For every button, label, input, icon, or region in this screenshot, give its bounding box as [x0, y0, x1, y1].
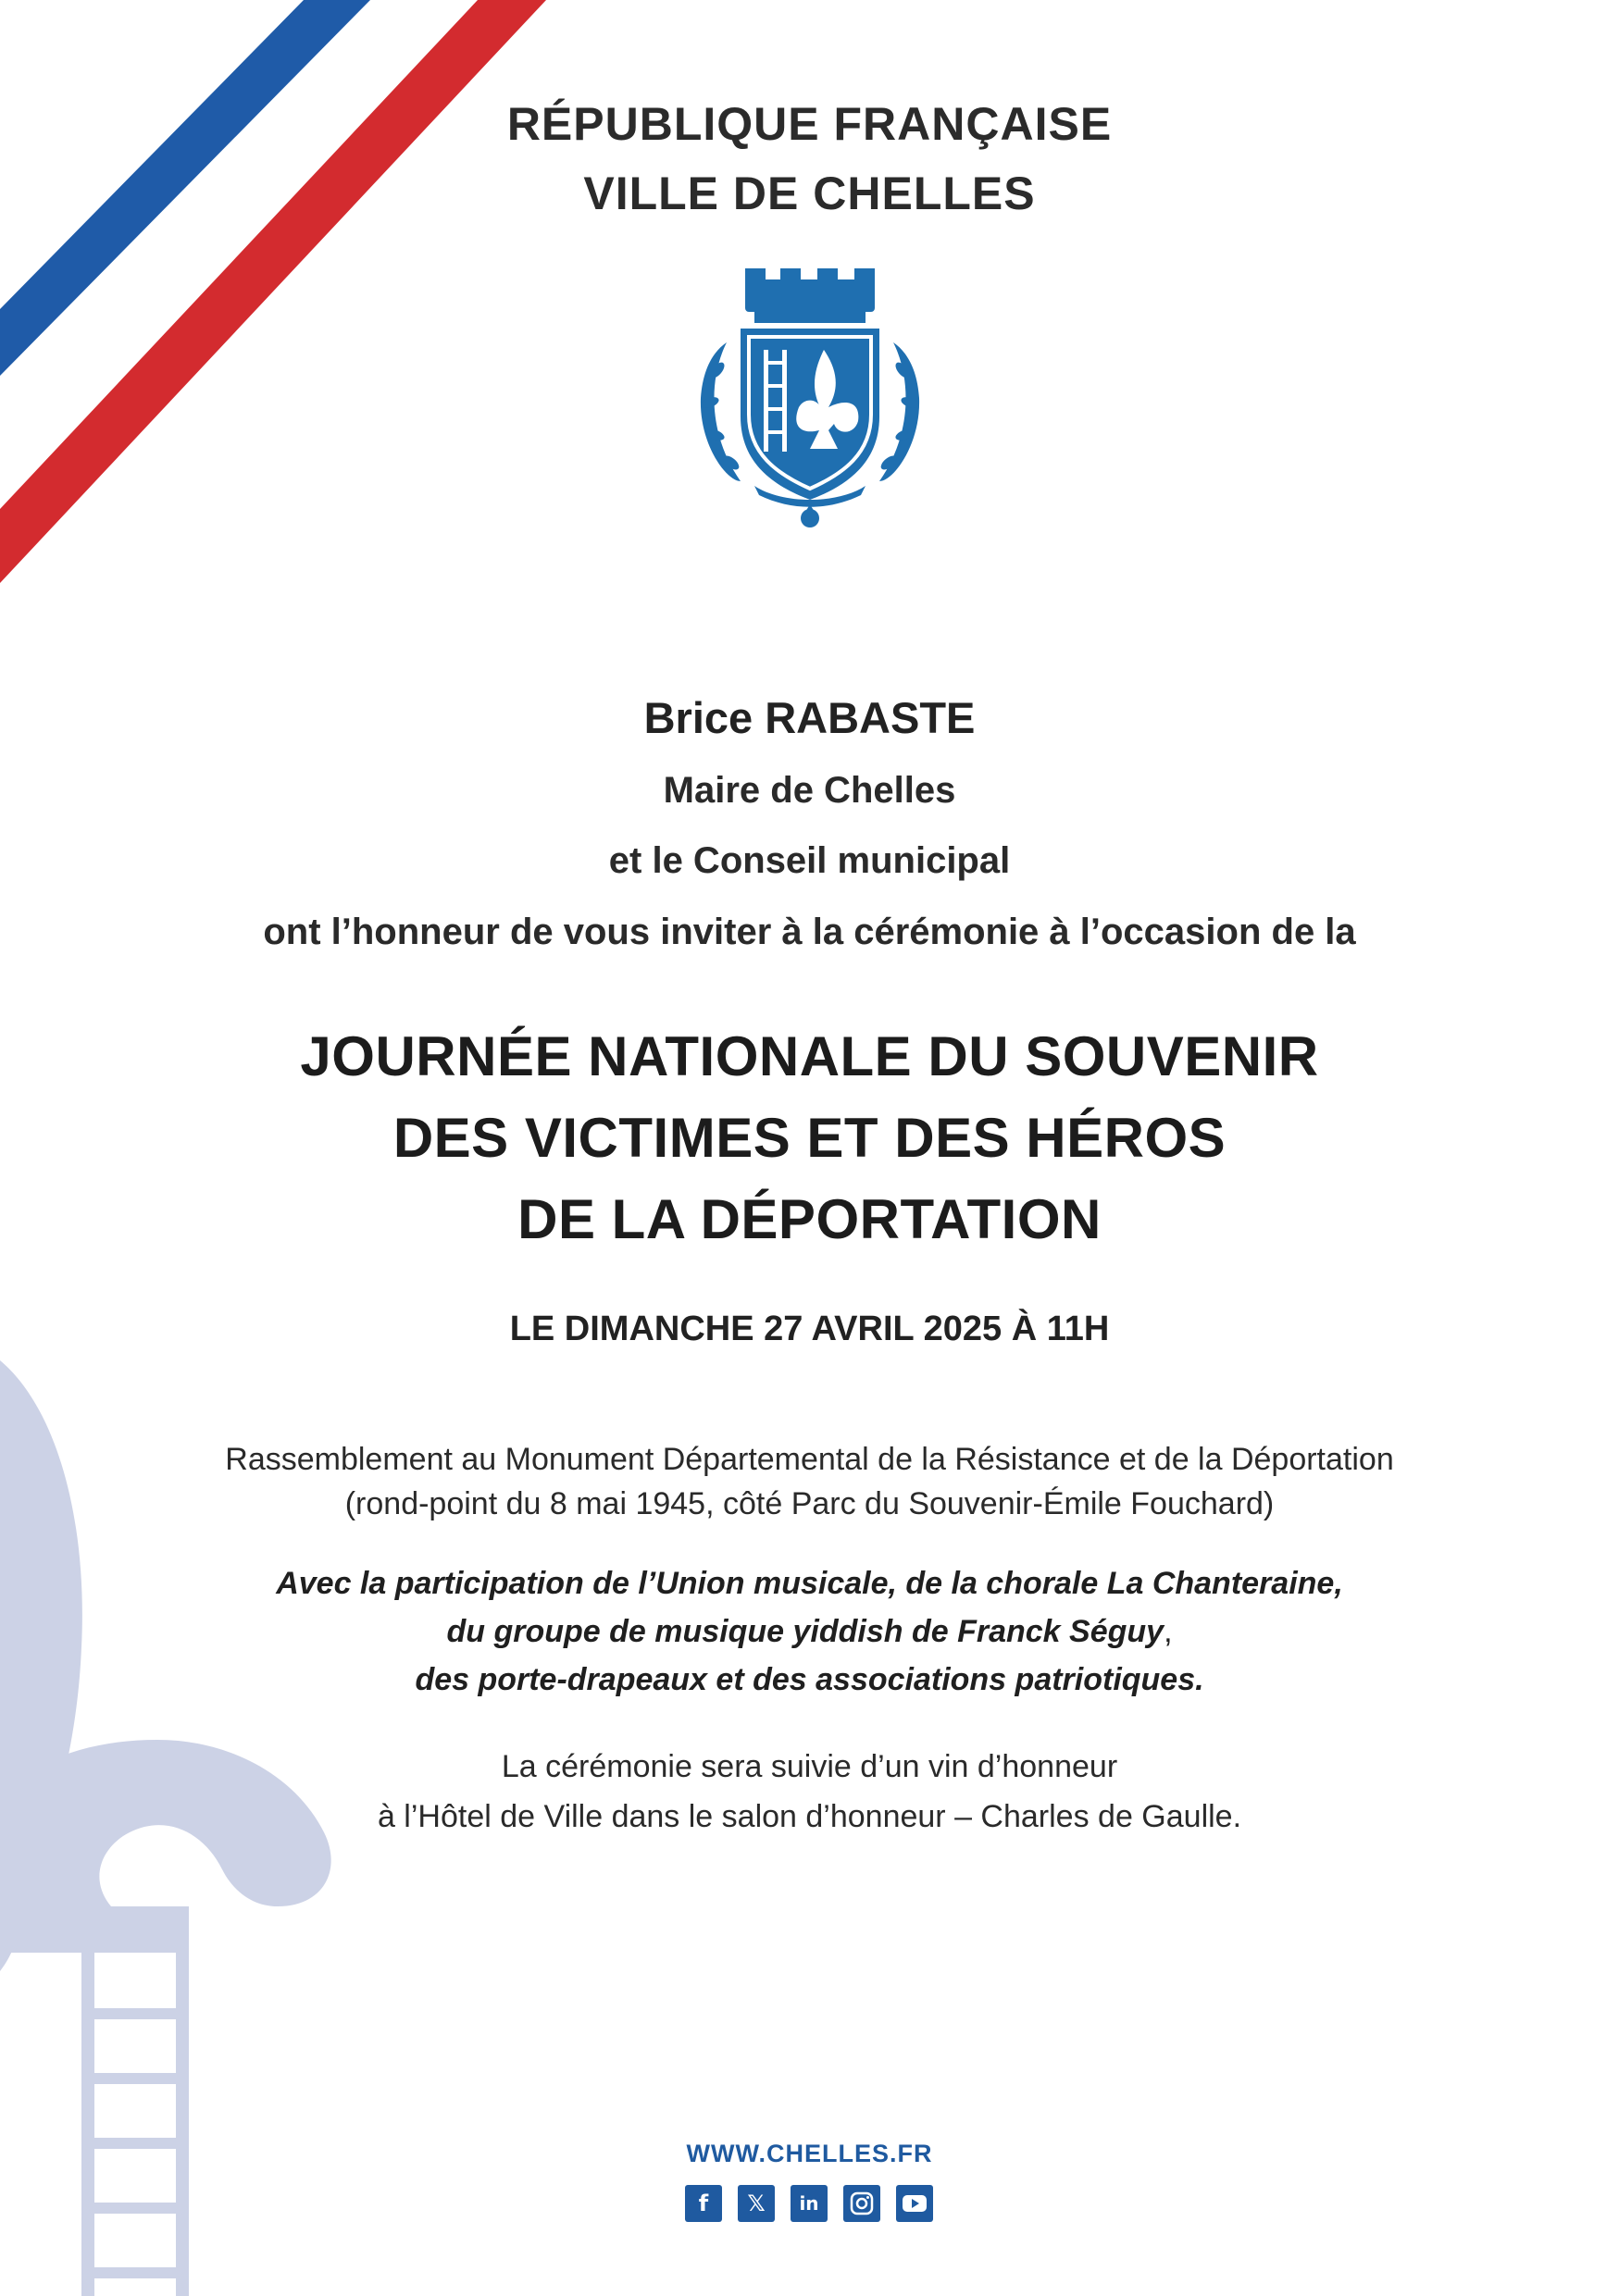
- event-title-line2: DES VICTIMES ET DES HÉROS: [392, 1107, 1227, 1169]
- event-date: LE DIMANCHE 27 AVRIL 2025 À 11H: [509, 1309, 1110, 1348]
- reception-line1: La cérémonie sera suivie d’un vin d’honneur: [501, 1749, 1118, 1784]
- participation-line2: du groupe de musique yiddish de Franck Séguy: [446, 1614, 1164, 1649]
- linkedin-icon[interactable]: in: [791, 2185, 828, 2222]
- x-icon[interactable]: 𝕏: [738, 2185, 775, 2222]
- reception-line2: à l’Hôtel de Ville dans le salon d’honneur – Charles de Gaulle.: [377, 1799, 1242, 1834]
- facebook-icon[interactable]: f: [685, 2185, 722, 2222]
- city-coat-of-arms-icon: [690, 268, 930, 537]
- youtube-glyph: [902, 2193, 928, 2214]
- participation-line3: des porte-drapeaux et des associations patriotiques.: [415, 1662, 1204, 1697]
- website-link[interactable]: WWW.CHELLES.FR: [686, 2140, 933, 2167]
- instagram-icon[interactable]: [843, 2185, 880, 2222]
- council-line: et le Conseil municipal: [608, 840, 1011, 881]
- youtube-icon[interactable]: [896, 2185, 933, 2222]
- location-line2: (rond-point du 8 mai 1945, côté Parc du Souvenir-Émile Fouchard): [344, 1486, 1275, 1521]
- participation-line1: Avec la participation de l’Union musicale, de la chorale La Chanteraine,: [276, 1566, 1343, 1601]
- event-title-line3: DE LA DÉPORTATION: [517, 1188, 1102, 1250]
- mayor-name: Brice RABASTE: [643, 693, 976, 742]
- participation-line2-comma: ,: [1164, 1614, 1173, 1649]
- header-ville: VILLE DE CHELLES: [583, 168, 1036, 219]
- watermark-ladder-left-rail: [81, 1953, 94, 2296]
- instagram-glyph: [850, 2191, 874, 2215]
- event-title-line1: JOURNÉE NATIONALE DU SOUVENIR: [300, 1025, 1319, 1087]
- participation-line2-wrap: [0, 1614, 1619, 1650]
- watermark-ladder-right-rail: [176, 1906, 189, 2296]
- mayor-role: Maire de Chelles: [663, 770, 956, 811]
- header-republique: RÉPUBLIQUE FRANÇAISE: [506, 98, 1113, 150]
- location-line1: Rassemblement au Monument Départemental de la Résistance et de la Déportation: [225, 1442, 1394, 1477]
- invitation-line: ont l’honneur de vous inviter à la cérémonie à l’occasion de la: [263, 912, 1356, 952]
